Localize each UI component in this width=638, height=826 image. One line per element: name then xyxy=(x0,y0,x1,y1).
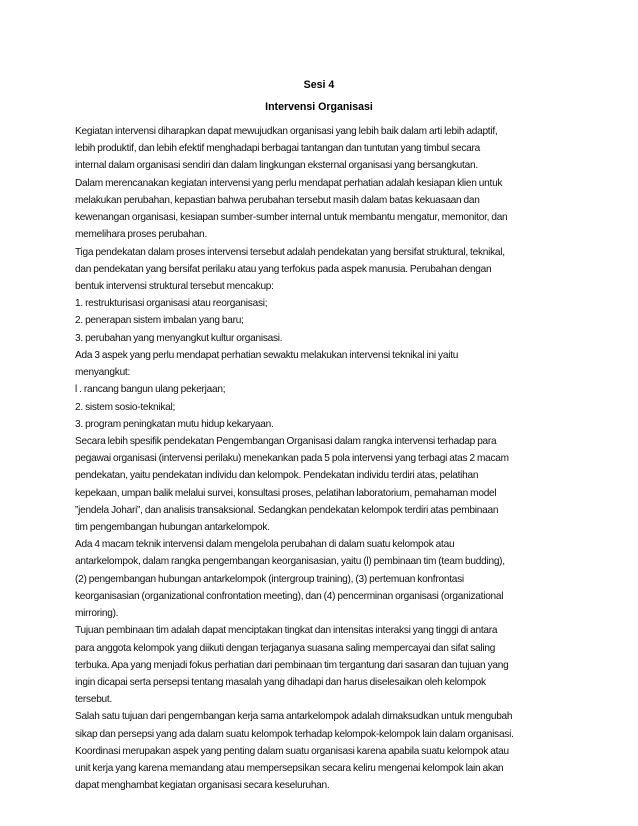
text-line: Ada 4 macam teknik intervensi dalam mengelola perubahan di dalam suatu kelompok atau xyxy=(75,539,455,551)
text-line: Kegiatan intervensi diharapkan dapat mewujudkan organisasi yang lebih baik dalam arti lebih adaptif, xyxy=(75,126,498,137)
text-line: terbuka. Apa yang menjadi fokus perhatian dari pembinaan tim tergantung dari sasaran dan tujuan yang xyxy=(75,659,509,671)
text-line: dapat menghambat kegiatan organisasi secara keseluruhan. xyxy=(75,780,330,792)
text-line: ingin dicapai serta persepsi tentang masalah yang dihadapi dan harus diselesaikan oleh kelompok xyxy=(75,677,486,688)
text-line: Dalam merencanakan kegiatan intervensi yang perlu mendapat perhatian adalah kesiapan klien untuk xyxy=(75,177,503,189)
text-line: tim pengembangan hubungan antarkelompok. xyxy=(75,522,270,534)
text-line: keorganisasian (organizational confrontation meeting), dan (4) pencerminan organisasi (organizational xyxy=(75,590,504,602)
text-line: kewenangan organisasi, kesiapan sumber-sumber internal untuk membantu mengatur, memonitor, dan xyxy=(75,212,508,224)
text-line: Tujuan pembinaan tim adalah dapat menciptakan tingkat dan intensitas interaksi yang tinggi di antara xyxy=(75,625,498,637)
text-line: melakukan perubahan, kepastian bahwa perubahan tersebut masih dalam batas kekuasaan dan xyxy=(75,194,480,206)
text-line: bentuk intervensi struktural tersebut mencakup: xyxy=(75,280,274,292)
text-line: internal dalam organisasi sendiri dan dalam lingkungan eksternal organisasi yang bersangkutan. xyxy=(75,160,478,172)
text-line: dan pendekatan yang bersifat perilaku atau yang terfokus pada aspek manusia. Perubahan dengan xyxy=(75,263,492,275)
text-line: Salah satu tujuan dari pengembangan kerja sama antarkelompok adalah dimaksudkan untuk mengubah xyxy=(75,711,513,723)
text-line: sikap dan persepsi yang ada dalam suatu kelompok terhadap kelompok-kelompok lain dalam organisasi. xyxy=(75,728,514,740)
session-heading: Sesi 4 xyxy=(303,79,335,91)
text-line: l . rancang bangun ulang pekerjaan; xyxy=(75,384,226,396)
text-line: pendekatan, yaitu pendekatan individu dan kelompok. Pendekatan individu terdiri atas, pelatihan xyxy=(75,470,479,482)
text-line: ”jendela Johari”, dan analisis transaksional. Sedangkan pendekatan kelompok terdiri atas pembinaan xyxy=(75,504,499,516)
text-line: kepekaan, umpan balik melalui survei, konsultasi proses, pelatihan laboratorium, pemahaman model xyxy=(75,487,497,499)
text-line: unit kerja yang karena memandang atau mempersepsikan secara keliru mengenai kelompok lain akan xyxy=(75,763,504,775)
text-line: Ada 3 aspek yang perlu mendapat perhatian sewaktu melakukan intervensi teknikal ini yaitu xyxy=(75,349,459,361)
text-line: 2. sistem sosio-teknikal; xyxy=(75,401,176,413)
text-line: 1. restrukturisasi organisasi atau reorganisasi; xyxy=(75,298,268,310)
text-line: antarkelompok, dalam rangka pengembangan keorganisasian, yaitu (l) pembinaan tim (team budding), xyxy=(75,556,505,568)
text-line: 3. perubahan yang menyangkut kultur organisasi. xyxy=(75,332,283,344)
text-line: Koordinasi merupakan aspek yang penting dalam suatu organisasi karena apabila suatu kelompok atau xyxy=(75,745,509,757)
text-line: tersebut. xyxy=(75,694,113,706)
document-title: Intervensi Organisasi xyxy=(265,101,373,113)
text-line: (2) pengembangan hubungan antarkelompok (intergroup training), (3) pertemuan konfrontasi xyxy=(75,573,464,585)
text-line: pegawai organisasi (intervensi perilaku) menekankan pada 5 pola intervensi yang terbagi atas 2 macam xyxy=(75,453,509,465)
text-line: 3. program peningkatan mutu hidup kekaryaan. xyxy=(75,418,274,430)
body-text xyxy=(75,123,575,795)
text-line: Tiga pendekatan dalam proses intervensi tersebut adalah pendekatan yang bersifat struktural, teknikal, xyxy=(75,246,505,258)
text-line: menyangkut: xyxy=(75,367,131,379)
text-line: lebih produktif, dan lebih efektif menghadapi berbagai tantangan dan tuntutan yang timbul secara xyxy=(75,143,480,155)
text-line: 2. penerapan sistem imbalan yang baru; xyxy=(75,315,244,327)
text-line: memelihara proses perubahan. xyxy=(75,229,207,241)
text-line: para anggota kelompok yang diikuti dengan terjaganya suasana saling mempercayai dan sifat saling xyxy=(75,642,496,654)
text-line: Secara lebih spesifik pendekatan Pengembangan Organisasi dalam rangka intervensi terhadap para xyxy=(75,435,497,447)
text-line: mirroring). xyxy=(75,608,119,620)
